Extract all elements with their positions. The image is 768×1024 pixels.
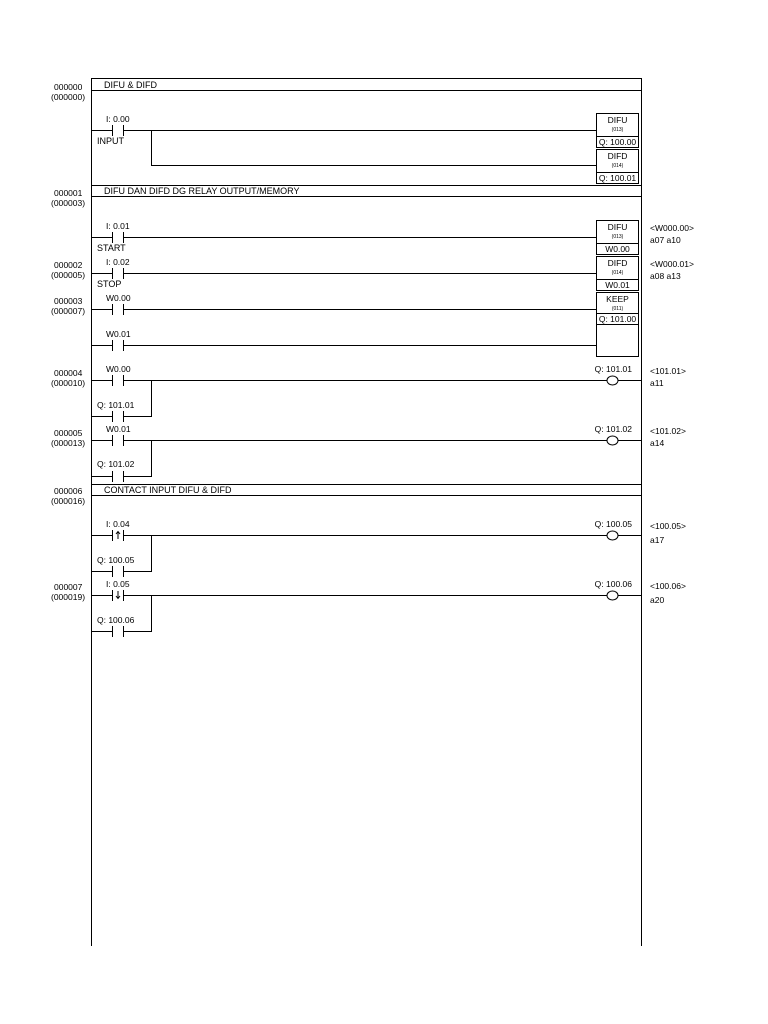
svg-text:<101.02>: <101.02> [650,426,686,436]
section-header [92,485,642,496]
contact-address: I: 0.02 [106,257,130,267]
contact-no [113,471,124,482]
rung-number [51,188,85,208]
output-coil [595,364,633,385]
rung-number [51,428,85,448]
svg-text:CONTACT INPUT DIFU & DIFD: CONTACT INPUT DIFU & DIFD [104,485,232,495]
contact-address: I: 0.04 [106,519,130,529]
contact-address: W0.01 [106,329,131,339]
instruction-block-keep [597,293,639,357]
svg-text:Q: 101.01: Q: 101.01 [594,364,632,374]
svg-text:DIFU: DIFU [607,115,628,125]
svg-text:<100.06>: <100.06> [650,581,686,591]
contact-comment: START [97,243,126,253]
svg-text:a14: a14 [650,438,665,448]
svg-text:DIFU: DIFU [607,222,628,232]
section-header [92,79,642,91]
svg-text:a11: a11 [650,378,664,388]
rung-number [51,82,85,102]
svg-text:DIFD: DIFD [607,151,628,161]
svg-text:Q: 100.01: Q: 100.01 [598,173,637,183]
cross-reference [650,581,686,605]
cross-reference [650,426,686,448]
contact-address: W0.00 [106,364,131,374]
svg-text:000000: 000000 [54,82,83,92]
svg-text:000005: 000005 [54,428,83,438]
cross-reference [650,223,694,245]
svg-text:W0.01: W0.01 [605,280,630,290]
instruction-block-difd [597,150,639,184]
svg-text:<W000.01>: <W000.01> [650,259,694,269]
contact-no [113,626,124,637]
svg-text:Q: 100.00: Q: 100.00 [598,137,637,147]
svg-text:(011): (011) [611,306,624,312]
svg-text:(000003): (000003) [51,198,86,208]
cross-reference [650,366,686,388]
svg-text:000001: 000001 [54,188,83,198]
instruction-block-difd [597,257,639,291]
svg-text:(013): (013) [611,234,624,240]
svg-text:DIFU & DIFD: DIFU & DIFD [104,80,157,90]
contact-no [113,566,124,577]
svg-text:(000013): (000013) [51,438,86,448]
svg-text:Q: 100.06: Q: 100.06 [594,579,632,589]
svg-text:W0.00: W0.00 [605,244,630,254]
svg-text:000007: 000007 [54,582,83,592]
contact-address: Q: 100.05 [97,555,135,565]
instruction-block-difu [597,221,639,255]
svg-text:a08 a13: a08 a13 [650,271,681,281]
svg-text:Q: 101.02: Q: 101.02 [594,424,632,434]
svg-text:(013): (013) [611,127,624,133]
output-coil [595,519,633,540]
svg-text:<100.05>: <100.05> [650,521,686,531]
cross-reference [650,259,694,281]
svg-text:(000007): (000007) [51,306,86,316]
contact-no [113,435,124,446]
svg-text:(014): (014) [611,163,624,169]
contact-address: Q: 101.01 [97,400,135,410]
svg-text:DIFD: DIFD [607,258,628,268]
svg-text:KEEP: KEEP [606,294,629,304]
rung-number [51,368,85,388]
contact-address: W0.00 [106,293,131,303]
output-coil [595,424,633,445]
contact-comment: STOP [97,279,122,289]
svg-text:000004: 000004 [54,368,83,378]
contact-address: Q: 100.06 [97,615,135,625]
rung-number [51,582,85,602]
svg-text:(000019): (000019) [51,592,86,602]
contact-no [113,125,124,136]
cross-reference [650,521,686,545]
svg-text:000006: 000006 [54,486,83,496]
svg-text:000003: 000003 [54,296,83,306]
svg-text:(000005): (000005) [51,270,86,280]
contact-comment: INPUT [97,136,124,146]
contact-address: W0.01 [106,424,131,434]
contact-up-differentiated [113,530,124,541]
contact-no [113,268,124,279]
contact-no [113,304,124,315]
contact-address: I: 0.01 [106,221,130,231]
contact-address: I: 0.00 [106,114,130,124]
svg-text:(014): (014) [611,270,624,276]
section-header [92,186,642,197]
contact-down-differentiated [113,590,124,601]
svg-text:Q: 100.05: Q: 100.05 [594,519,632,529]
contact-no [113,411,124,422]
output-coil [595,579,633,600]
svg-text:a20: a20 [650,595,665,605]
svg-text:(000010): (000010) [51,378,86,388]
contact-no [113,232,124,243]
contact-address: Q: 101.02 [97,459,135,469]
svg-text:<101.01>: <101.01> [650,366,686,376]
rung-number [51,486,85,506]
svg-text:(000000): (000000) [51,92,86,102]
contact-address: I: 0.05 [106,579,130,589]
svg-text:a07 a10: a07 a10 [650,235,681,245]
instruction-block-difu [597,114,639,148]
svg-text:Q: 101.00: Q: 101.00 [598,314,637,324]
svg-text:DIFU DAN DIFD DG RELAY OUTPUT/: DIFU DAN DIFD DG RELAY OUTPUT/MEMORY [104,186,300,196]
svg-text:a17: a17 [650,535,665,545]
svg-text:<W000.00>: <W000.00> [650,223,694,233]
contact-no [113,375,124,386]
svg-text:(000016): (000016) [51,496,86,506]
rung-number [51,260,85,280]
contact-no [113,340,124,351]
svg-text:000002: 000002 [54,260,83,270]
rung-number [51,296,85,316]
